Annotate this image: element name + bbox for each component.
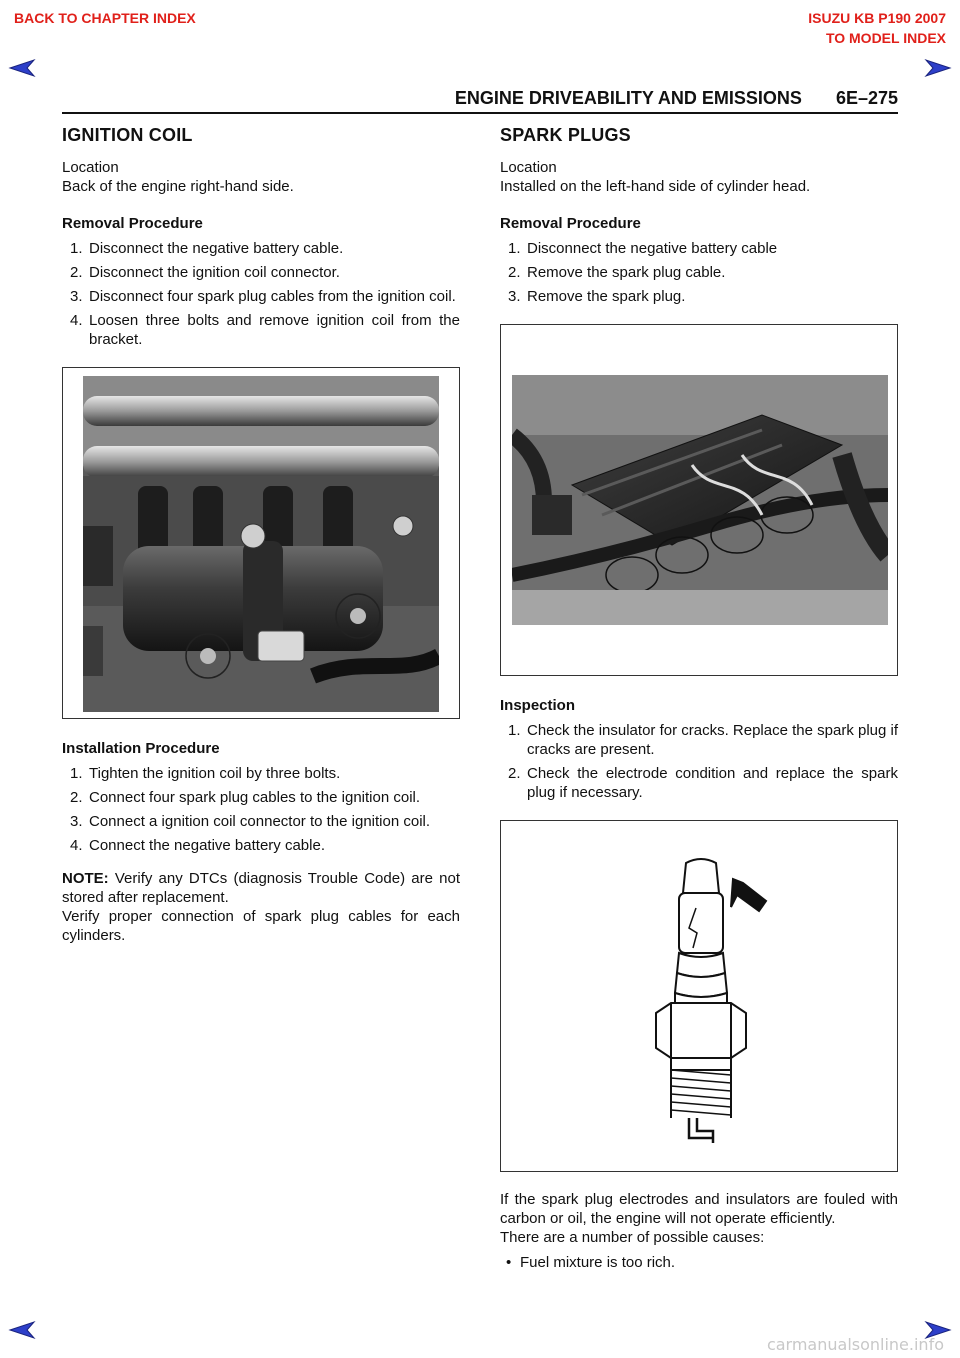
installation-procedure-heading: Installation Procedure xyxy=(62,740,220,757)
list-item: 1. Disconnect the negative battery cable xyxy=(508,240,778,257)
back-to-chapter-index-link[interactable]: BACK TO CHAPTER INDEX xyxy=(14,10,196,26)
location-label: Location xyxy=(62,159,119,176)
list-item: 4. Connect the negative battery cable. xyxy=(70,837,325,854)
location-text: Back of the engine right-hand side. xyxy=(62,178,294,195)
list-item: 2. Remove the spark plug cable. xyxy=(508,264,726,281)
next-page-arrow-icon[interactable] xyxy=(924,58,952,78)
list-item: 3. Connect a ignition coil connector to the ignition coil. xyxy=(70,813,431,830)
note-text-2: Verify proper connection of spark plug cables for each cylinders. xyxy=(62,908,460,944)
previous-page-arrow-icon-bottom[interactable] xyxy=(8,1320,36,1340)
spark-plug-diagram xyxy=(500,820,898,1172)
removal-steps-list xyxy=(500,239,898,306)
installation-steps-list xyxy=(62,764,460,855)
watermark: carmanualsonline.info xyxy=(766,1335,944,1354)
location-text: Installed on the left-hand side of cylinder head. xyxy=(500,178,811,195)
inspection-steps-list xyxy=(500,721,898,802)
list-item: • Fuel mixture is too rich. xyxy=(500,1253,898,1272)
spark-plugs-column xyxy=(500,124,898,1272)
list-item: 1. Check the insulator for cracks. Replace the spark plug if cracks are present. xyxy=(508,722,899,758)
causes-list xyxy=(500,1253,898,1272)
ignition-coil-heading: IGNITION COIL xyxy=(62,125,193,145)
list-item: 1. Tighten the ignition coil by three bolts. xyxy=(70,765,341,782)
removal-procedure-heading: Removal Procedure xyxy=(500,215,641,232)
model-title-link[interactable]: ISUZU KB P190 2007 xyxy=(808,10,946,26)
note-label: NOTE: xyxy=(62,870,109,887)
location-label: Location xyxy=(500,159,557,176)
removal-procedure-heading: Removal Procedure xyxy=(62,215,203,232)
ignition-coil-column xyxy=(62,124,460,945)
running-header xyxy=(62,86,898,114)
to-model-index-link[interactable]: TO MODEL INDEX xyxy=(825,30,946,46)
spark-plug-engine-photo xyxy=(500,324,898,676)
previous-page-arrow-icon[interactable] xyxy=(8,58,36,78)
section-title: ENGINE DRIVEABILITY AND EMISSIONS xyxy=(454,88,802,108)
list-item: 4. Loosen three bolts and remove ignition coil from the bracket. xyxy=(70,312,460,348)
page-number: 6E–275 xyxy=(835,88,898,108)
list-item: 1. Disconnect the negative battery cable. xyxy=(70,240,344,257)
list-item: 2. Connect four spark plug cables to the ignition coil. xyxy=(70,789,421,806)
spark-plugs-heading: SPARK PLUGS xyxy=(500,125,631,145)
ignition-coil-photo xyxy=(62,367,460,719)
causes-intro: There are a number of possible causes: xyxy=(500,1229,765,1246)
list-item: 2. Check the electrode condition and replace the spark plug if necessary. xyxy=(508,765,898,801)
list-item: 3. Remove the spark plug. xyxy=(508,288,686,305)
fouled-paragraph: If the spark plug electrodes and insulators are fouled with carbon or oil, the engine will not operate efficiently. xyxy=(500,1191,898,1227)
removal-steps-list xyxy=(62,239,460,349)
list-item: 2. Disconnect the ignition coil connector. xyxy=(70,264,340,281)
list-item: 3. Disconnect four spark plug cables from the ignition coil. xyxy=(70,288,456,305)
note-text: Verify any DTCs (diagnosis Trouble Code) are not stored after replacement. xyxy=(62,870,460,906)
inspection-heading: Inspection xyxy=(500,697,576,714)
note-paragraph xyxy=(62,869,460,907)
